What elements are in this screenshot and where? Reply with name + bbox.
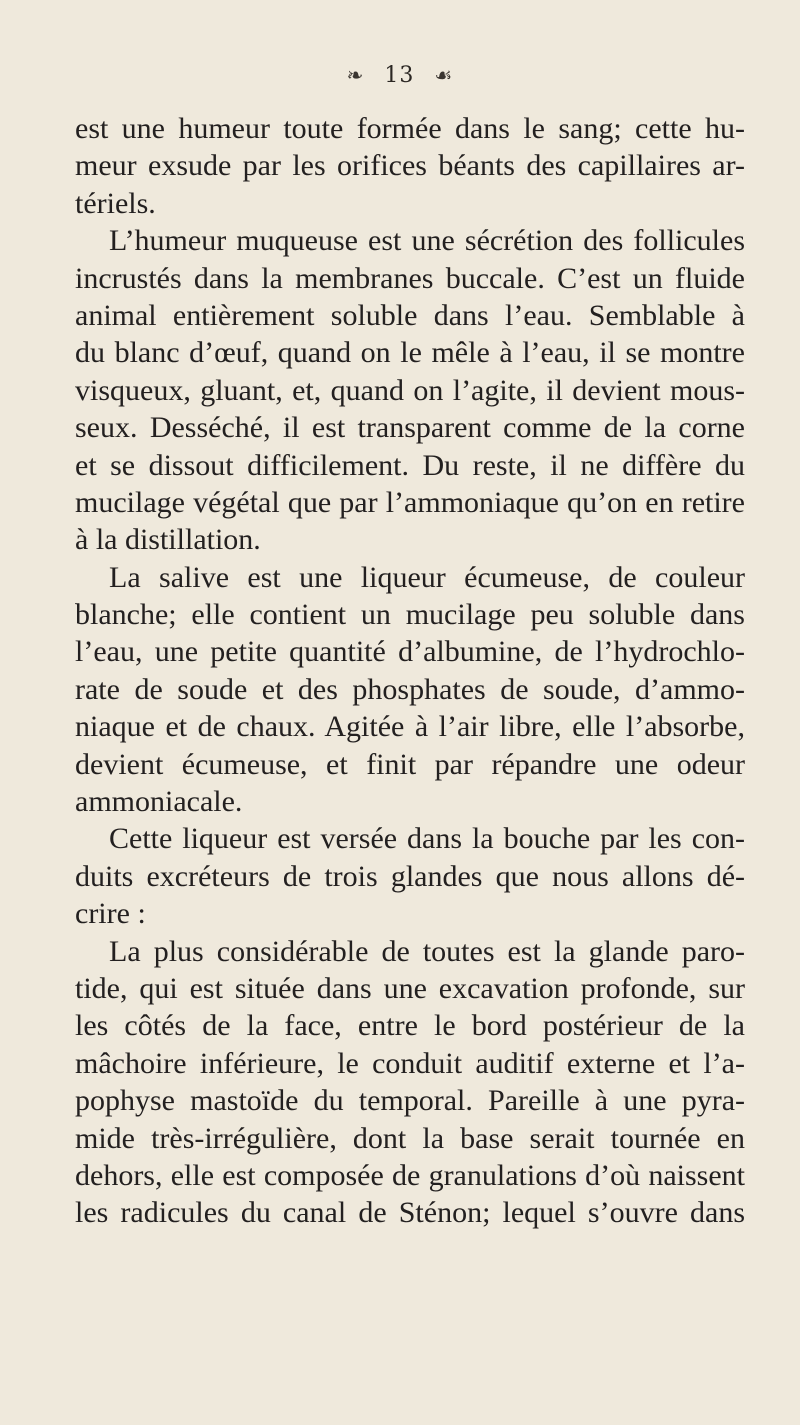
text-line: La plus considérable de toutes est la glande paro- [109,934,745,968]
text-line: tériels. [75,186,156,220]
text-line: niaque et de chaux. Agitée à l’air libre, elle l’absorbe, [75,710,745,744]
text-line: L’humeur muqueuse est une sécrétion des follicules [109,224,745,258]
text-line: dehors, elle est composée de granulations d’où naissent [75,1158,745,1192]
text-line: et se dissout difficilement. Du reste, il ne diffère du [75,448,745,482]
text-line: incrustés dans la membranes buccale. C’est un fluide [75,261,745,295]
text-line: rate de soude et des phosphates de soude, d’ammo- [75,672,745,706]
ornament-left-icon: ❧ [346,63,365,87]
text-line: La salive est une liqueur écumeuse, de couleur [109,560,745,594]
text-line: crire : [75,897,146,931]
text-line: les côtés de la face, entre le bord postérieur de la [75,1009,745,1043]
text-line: mucilage végétal que par l’ammoniaque qu’on en retire [75,485,745,519]
text-line: pophyse mastoïde du temporal. Pareille à une pyra- [75,1084,745,1118]
ornament-right-icon: ☙ [434,63,454,87]
text-line: l’eau, une petite quantité d’albumine, de l’hydrochlo- [75,635,745,669]
text-line: devient écumeuse, et finit par répandre une odeur [75,747,745,781]
text-line: blanche; elle contient un mucilage peu soluble dans [75,598,745,632]
text-line: les radicules du canal de Sténon; lequel s’ouvre dans [75,1196,745,1230]
text-line: tide, qui est située dans une excavation profonde, sur [75,971,745,1005]
text-line: Cette liqueur est versée dans la bouche par les con- [109,822,745,856]
page-header [0,62,800,88]
text-line: du blanc d’œuf, quand on le mêle à l’eau, il se montre [75,336,745,370]
text-line: à la distillation. [75,523,261,557]
text-line: mide très-irrégulière, dont la base serait tournée en [75,1121,745,1155]
text-line: visqueux, gluant, et, quand on l’agite, il devient mous- [75,373,745,407]
text-line: duits excréteurs de trois glandes que nous allons dé- [75,859,745,893]
body-text [75,110,745,1232]
text-line: animal entièrement soluble dans l’eau. Semblable à [75,298,745,332]
text-line: seux. Desséché, il est transparent comme de la corne [75,411,745,445]
text-line: mâchoire inférieure, le conduit auditif externe et l’a- [75,1046,745,1080]
text-line: ammoniacale. [75,785,243,819]
text-line: est une humeur toute formée dans le sang; cette hu- [75,112,745,145]
text-line: meur exsude par les orifices béants des capillaires ar- [75,149,745,183]
page-number: 13 [384,62,415,88]
